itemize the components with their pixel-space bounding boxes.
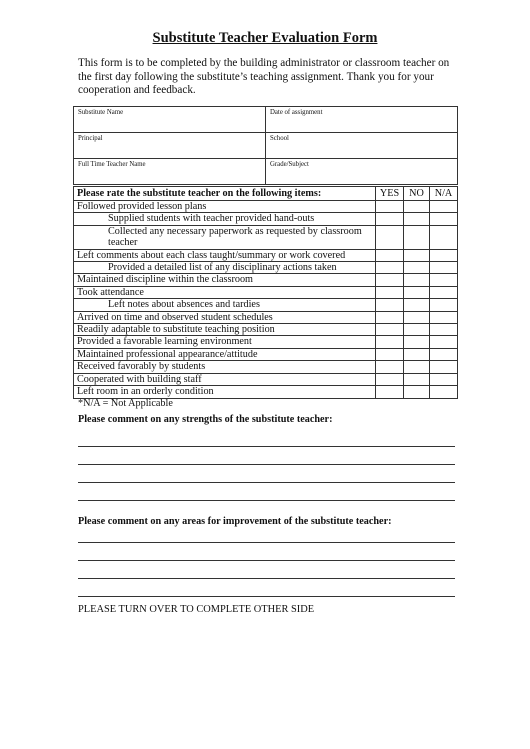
rating-item-label: Followed provided lesson plans (74, 201, 376, 213)
rating-na-cell[interactable] (430, 299, 458, 311)
rating-no-cell[interactable] (404, 386, 430, 398)
rating-yes-cell[interactable] (376, 299, 404, 311)
rating-na-cell[interactable] (430, 201, 458, 213)
rating-header: Please rate the substitute teacher on the following items: (74, 187, 376, 201)
rating-row (74, 225, 458, 249)
date-of-assignment-field[interactable]: Date of assignment (266, 107, 458, 133)
rating-item-label: Cooperated with building staff (74, 373, 376, 385)
improvement-line-4[interactable] (78, 596, 455, 597)
rating-item-label: Maintained discipline within the classroom (74, 274, 376, 286)
rating-item-label: Provided a detailed list of any disciplinary actions taken (74, 262, 376, 274)
rating-row (74, 324, 458, 336)
form-title: Substitute Teacher Evaluation Form (152, 30, 378, 46)
rating-item-label: Provided a favorable learning environment (74, 336, 376, 348)
rating-yes-cell[interactable] (376, 311, 404, 323)
rating-row (74, 274, 458, 286)
strengths-line-3[interactable] (78, 482, 455, 483)
rating-no-cell[interactable] (404, 373, 430, 385)
rating-no-cell[interactable] (404, 336, 430, 348)
rating-no-cell[interactable] (404, 201, 430, 213)
na-note: *N/A = Not Applicable (78, 398, 173, 409)
rating-no-cell[interactable] (404, 286, 430, 298)
column-yes: YES (376, 187, 404, 201)
rating-na-cell[interactable] (430, 286, 458, 298)
rating-header-row (74, 187, 458, 201)
rating-no-cell[interactable] (404, 299, 430, 311)
rating-no-cell[interactable] (404, 262, 430, 274)
rating-body (74, 201, 458, 399)
substitute-name-field[interactable]: Substitute Name (74, 107, 266, 133)
rating-item-label: Received favorably by students (74, 361, 376, 373)
rating-table (73, 186, 458, 399)
strengths-prompt: Please comment on any strengths of the substitute teacher: (78, 414, 333, 425)
full-time-teacher-name-field[interactable]: Full Time Teacher Name (74, 159, 266, 185)
info-table (73, 106, 458, 185)
rating-yes-cell[interactable] (376, 262, 404, 274)
column-na: N/A (430, 187, 458, 201)
rating-row (74, 249, 458, 261)
rating-na-cell[interactable] (430, 213, 458, 225)
rating-yes-cell[interactable] (376, 336, 404, 348)
rating-yes-cell[interactable] (376, 386, 404, 398)
rating-row (74, 336, 458, 348)
rating-row (74, 361, 458, 373)
rating-yes-cell[interactable] (376, 249, 404, 261)
rating-yes-cell[interactable] (376, 361, 404, 373)
rating-yes-cell[interactable] (376, 373, 404, 385)
improvement-prompt: Please comment on any areas for improvement of the substitute teacher: (78, 516, 392, 527)
rating-na-cell[interactable] (430, 386, 458, 398)
rating-na-cell[interactable] (430, 348, 458, 360)
rating-row (74, 262, 458, 274)
improvement-line-3[interactable] (78, 578, 455, 579)
strengths-line-4[interactable] (78, 500, 455, 501)
rating-na-cell[interactable] (430, 274, 458, 286)
rating-item-label: Left notes about absences and tardies (74, 299, 376, 311)
principal-field[interactable]: Principal (74, 133, 266, 159)
rating-na-cell[interactable] (430, 373, 458, 385)
school-field[interactable]: School (266, 133, 458, 159)
rating-yes-cell[interactable] (376, 225, 404, 249)
rating-yes-cell[interactable] (376, 324, 404, 336)
rating-item-label: Supplied students with teacher provided hand-outs (74, 213, 376, 225)
rating-row (74, 201, 458, 213)
strengths-line-1[interactable] (78, 446, 455, 447)
grade-subject-field[interactable]: Grade/Subject (266, 159, 458, 185)
rating-row (74, 213, 458, 225)
turn-over-note: PLEASE TURN OVER TO COMPLETE OTHER SIDE (78, 604, 315, 615)
rating-item-label: Arrived on time and observed student schedules (74, 311, 376, 323)
rating-row (74, 299, 458, 311)
rating-row (74, 386, 458, 398)
rating-yes-cell[interactable] (376, 201, 404, 213)
intro-paragraph: This form is to be completed by the building administrator or classroom teacher on the first day following the substitute’s teaching assignment. Thank you for your cooperation and feedback. (78, 57, 450, 97)
rating-no-cell[interactable] (404, 361, 430, 373)
rating-na-cell[interactable] (430, 262, 458, 274)
rating-item-label: Left comments about each class taught/summary or work covered (74, 249, 376, 261)
improvement-line-1[interactable] (78, 542, 455, 543)
rating-na-cell[interactable] (430, 361, 458, 373)
rating-na-cell[interactable] (430, 311, 458, 323)
rating-no-cell[interactable] (404, 274, 430, 286)
rating-no-cell[interactable] (404, 225, 430, 249)
rating-item-label: Readily adaptable to substitute teaching position (74, 324, 376, 336)
rating-item-label: Maintained professional appearance/attitude (74, 348, 376, 360)
rating-na-cell[interactable] (430, 336, 458, 348)
rating-no-cell[interactable] (404, 249, 430, 261)
rating-no-cell[interactable] (404, 324, 430, 336)
rating-yes-cell[interactable] (376, 348, 404, 360)
rating-yes-cell[interactable] (376, 213, 404, 225)
rating-yes-cell[interactable] (376, 274, 404, 286)
rating-na-cell[interactable] (430, 225, 458, 249)
rating-no-cell[interactable] (404, 213, 430, 225)
rating-no-cell[interactable] (404, 348, 430, 360)
column-no: NO (404, 187, 430, 201)
rating-item-label: Took attendance (74, 286, 376, 298)
strengths-line-2[interactable] (78, 464, 455, 465)
rating-row (74, 373, 458, 385)
rating-item-label: Left room in an orderly condition (74, 386, 376, 398)
rating-na-cell[interactable] (430, 249, 458, 261)
rating-item-label: Collected any necessary paperwork as requested by classroom teacher (74, 225, 376, 249)
rating-row (74, 286, 458, 298)
rating-na-cell[interactable] (430, 324, 458, 336)
rating-row (74, 311, 458, 323)
improvement-line-2[interactable] (78, 560, 455, 561)
rating-yes-cell[interactable] (376, 286, 404, 298)
rating-no-cell[interactable] (404, 311, 430, 323)
rating-row (74, 348, 458, 360)
